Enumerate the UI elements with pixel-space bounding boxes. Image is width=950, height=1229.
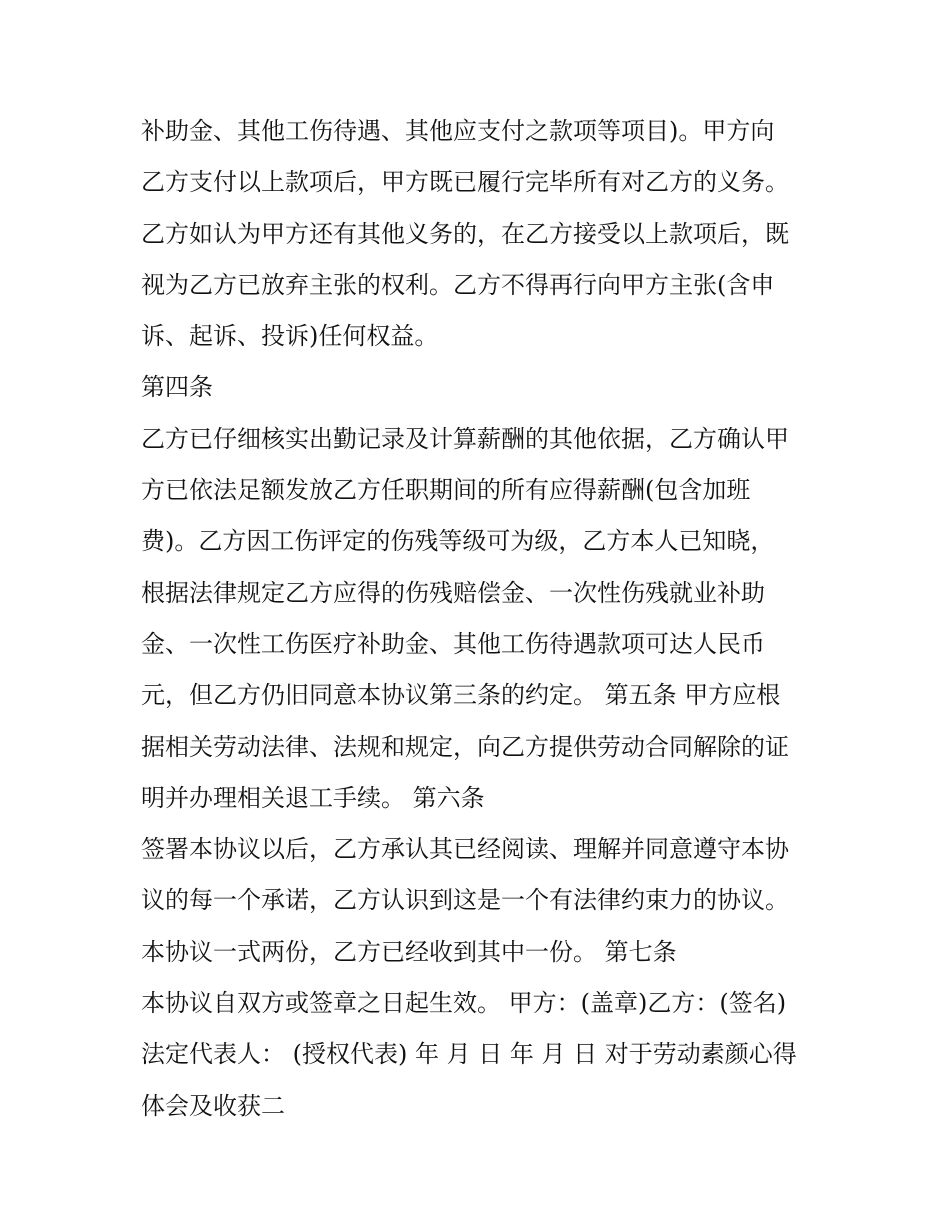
article-heading: 第四条 xyxy=(141,373,213,402)
text-line: 方已依法足额发放乙方任职期间的所有应得薪酬(包含加班 xyxy=(141,476,751,505)
text-line: 根据法律规定乙方应得的伤残赔偿金、一次性伤残就业补助 xyxy=(141,578,765,607)
text-line: 诉、起诉、投诉)任何权益。 xyxy=(141,322,439,351)
text-line: 视为乙方已放弃主张的权利。乙方不得再行向甲方主张(含申 xyxy=(141,270,775,299)
text-line: 元，但乙方仍旧同意本协议第三条的约定。 第五条 甲方应根 xyxy=(141,681,781,710)
text-line: 金、一次性工伤医疗补助金、其他工伤待遇款项可达人民币 xyxy=(141,629,765,658)
text-line: 本协议一式两份，乙方已经收到其中一份。 第七条 xyxy=(141,937,677,966)
document-body xyxy=(141,106,831,1132)
text-line: 乙方已仔细核实出勤记录及计算薪酬的其他依据，乙方确认甲 xyxy=(141,424,789,453)
text-line: 签署本协议以后，乙方承认其已经阅读、理解并同意遵守本协 xyxy=(141,835,789,864)
text-line: 法定代表人： (授权代表) 年 月 日 年 月 日 对于劳动素颜心得 xyxy=(141,1040,797,1069)
text-line: 乙方支付以上款项后，甲方既已履行完毕所有对乙方的义务。 xyxy=(141,168,789,197)
text-line: 明并办理相关退工手续。 第六条 xyxy=(141,783,485,812)
text-line: 体会及收获二 xyxy=(141,1091,285,1120)
text-line: 乙方如认为甲方还有其他义务的，在乙方接受以上款项后，既 xyxy=(141,219,789,248)
text-line: 费)。乙方因工伤评定的伤残等级可为级，乙方本人已知晓， xyxy=(141,527,775,556)
text-line: 补助金、其他工伤待遇、其他应支付之款项等项目)。甲方向 xyxy=(141,117,775,145)
text-line: 据相关劳动法律、法规和规定，向乙方提供劳动合同解除的证 xyxy=(141,732,789,761)
text-line: 议的每一个承诺，乙方认识到这是一个有法律约束力的协议。 xyxy=(141,886,789,915)
text-line: 本协议自双方或签章之日起生效。 甲方：(盖章)乙方：(签名) xyxy=(141,989,787,1018)
